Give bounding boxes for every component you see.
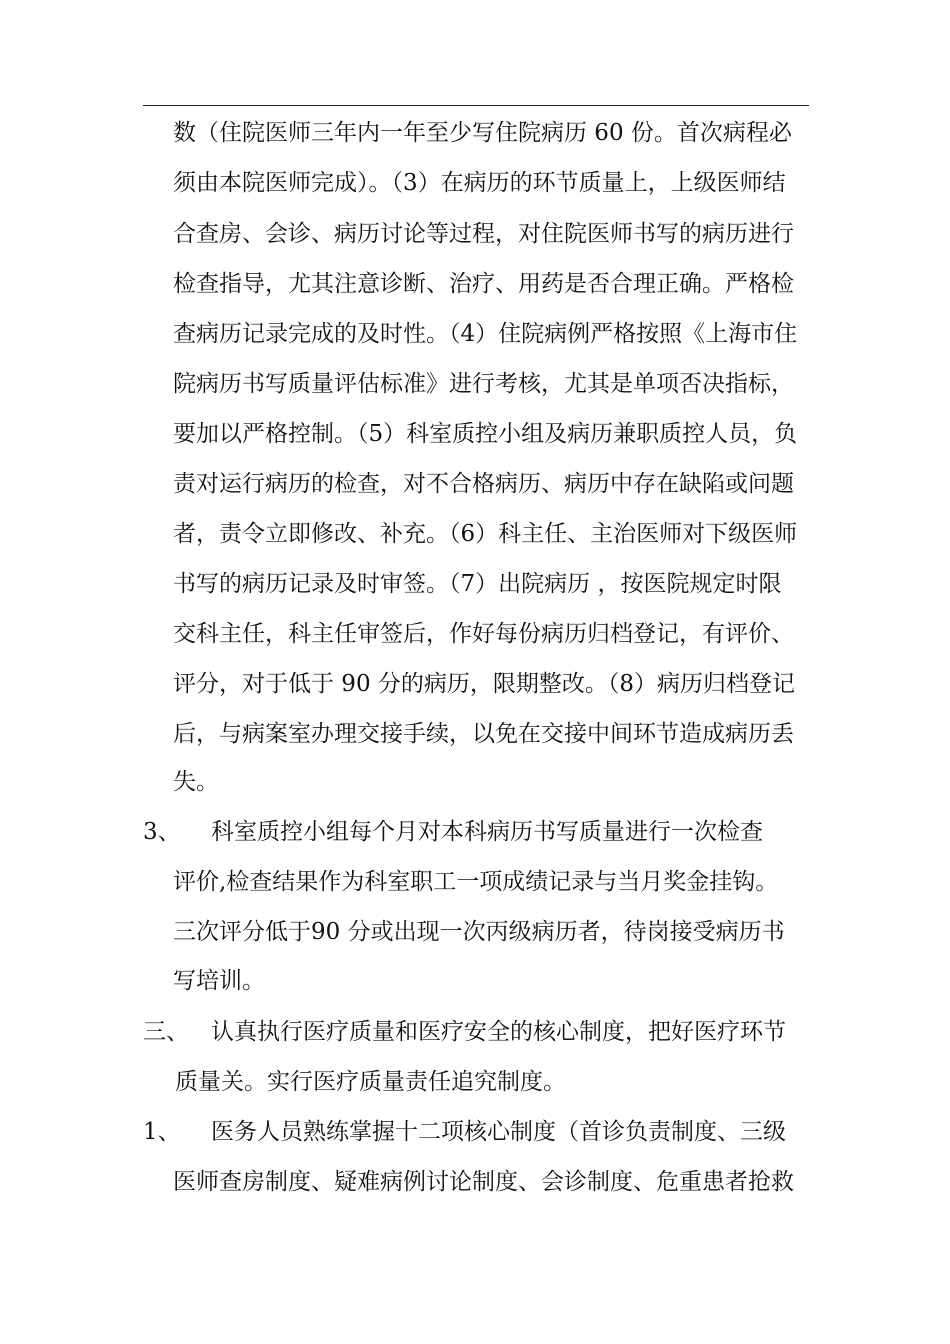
text-line: 书写的病历记录及时审签。（7）出院病历 ，按医院规定时限 — [173, 571, 782, 597]
text-line: 合查房、会诊、病历讨论等过程，对住院医师书写的病历进行 — [173, 221, 794, 247]
text-line: 医务人员熟练掌握十二项核心制度（首诊负责制度、三级 — [211, 1119, 786, 1145]
text-line: 责对运行病历的检查，对不合格病历、病历中存在缺陷或问题 — [173, 471, 794, 497]
text-line: 写培训。 — [173, 968, 265, 994]
list-marker: 三、 — [143, 1019, 189, 1045]
text-line: 检查指导，尤其注意诊断、治疗、用药是否合理正确。严格检 — [173, 271, 794, 297]
text-line: 院病历书写质量评估标准》进行考核，尤其是单项否决指标， — [173, 371, 794, 397]
text-line: 者，责令立即修改、补充。（6）科主任、主治医师对下级医师 — [173, 521, 798, 547]
text-line: 认真执行医疗质量和医疗安全的核心制度，把好医疗环节 — [211, 1019, 786, 1045]
text-line: 须由本院医师完成）。（3）在病历的环节质量上，上级医师结 — [173, 170, 786, 196]
text-line: 失。 — [173, 769, 219, 795]
text-line: 评价,检查结果作为科室职工一项成绩记录与当月奖金挂钩。 — [173, 869, 779, 895]
text-line: 医师查房制度、疑难病例讨论制度、会诊制度、危重患者抢救 — [173, 1169, 794, 1195]
list-marker: 3、 — [143, 819, 181, 845]
text-line: 数（住院医师三年内一年至少写住院病历 60 份。首次病程必 — [173, 120, 792, 146]
text-line: 质量关。实行医疗质量责任追究制度。 — [175, 1069, 566, 1095]
text-line: 三次评分低于90 分或出现一次丙级病历者，待岗接受病历书 — [173, 919, 785, 945]
header-rule — [143, 105, 809, 106]
text-line: 科室质控小组每个月对本科病历书写质量进行一次检查 — [211, 819, 763, 845]
text-line: 要加以严格控制。（5）科室质控小组及病历兼职质控人员，负 — [173, 421, 798, 447]
text-line: 评分，对于低于 90 分的病历，限期整改。（8）病历归档登记 — [173, 671, 796, 697]
text-line: 后，与病案室办理交接手续，以免在交接中间环节造成病历丢 — [173, 721, 794, 747]
text-line: 交科主任，科主任审签后，作好每份病历归档登记，有评价、 — [173, 621, 794, 647]
list-marker: 1、 — [143, 1119, 181, 1145]
text-line: 查病历记录完成的及时性。（4）住院病例严格按照《上海市住 — [173, 321, 798, 347]
